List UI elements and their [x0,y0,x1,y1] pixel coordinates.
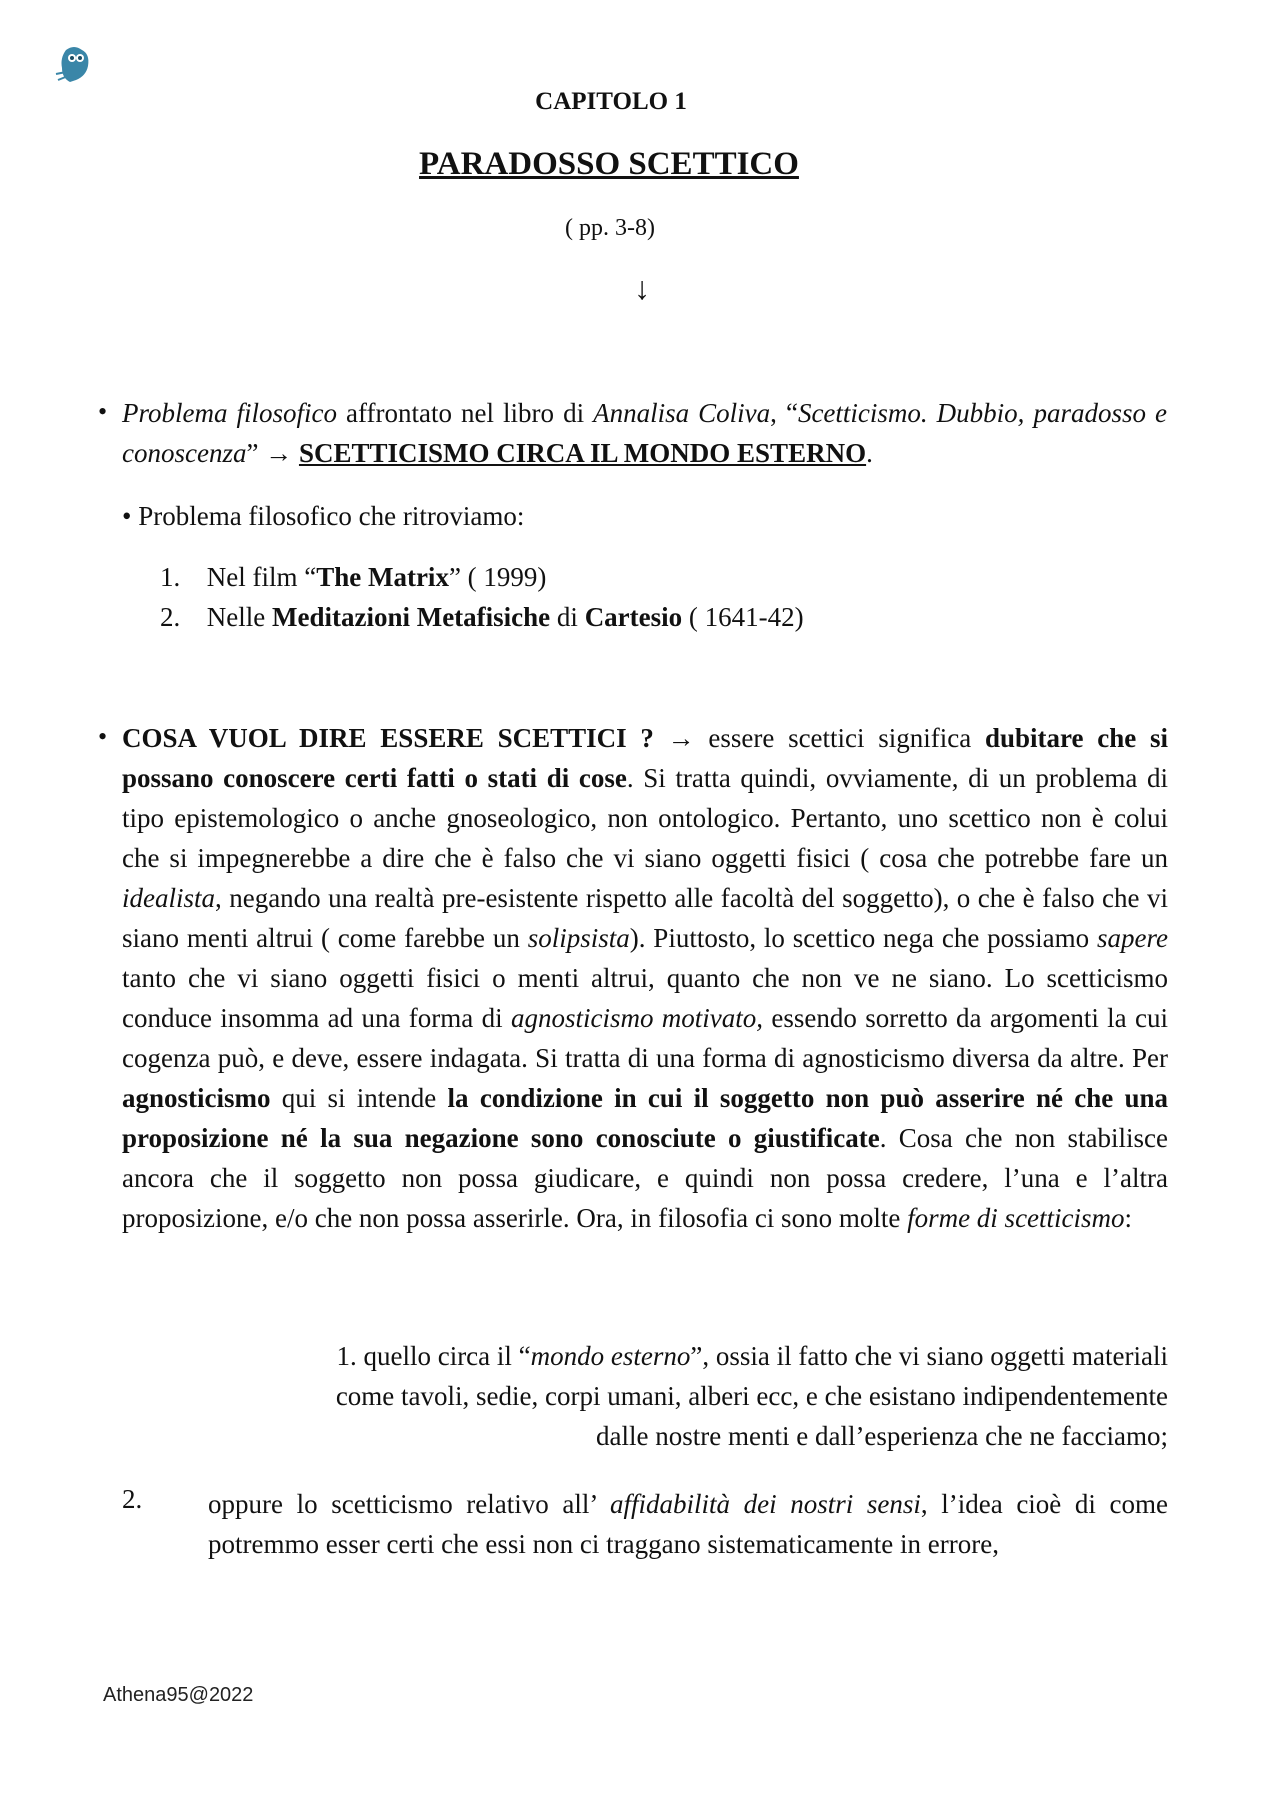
owl-icon [52,44,94,84]
bullet-icon: • [122,501,132,531]
sub-bullet-line: • Problema filosofico che ritroviamo: [122,501,525,531]
bullet-icon: • [98,397,108,426]
paragraph-scepticism: COSA VUOL DIRE ESSERE SCETTICI ? → essere scettici significa dubitare che si possano conoscere certi fatti o stati di cose. Si tratta quindi, ovviamente, di un problema di tipo epistemologico o anche gnoseologico, non ontologico. Pertanto, uno scettico non è colui che si impegnerebbe a dire che è falso che vi siano oggetti fisici ( cosa che potrebbe fare un idealista, negando una realtà pre-esistente rispetto alle facoltà del soggetto), o che è falso che vi siano menti altrui ( come farebbe un solipsista). Piuttosto, lo scettico nega che possiamo sapere tanto che vi siano oggetti fisici o menti altrui, quanto che non ve ne siano. Lo scetticismo conduce insomma ad una forma di agnosticismo motivato, essendo sorretto da argomenti la cui cogenza può, e deve, essere indagata. Si tratta di una forma di agnosticismo diversa da altre. Per agnosticismo qui si intende la condizione in cui il soggetto non può asserire né che una proposizione né la sua negazione sono conosciute o giustificate. Cosa che non stabilisce ancora che il soggetto non possa giudicare, e quindi non possa credere, l’una e l’altra proposizione, e/o che non possa asserirle. Ora, in filosofia ci sono molte forme di scetticismo: [122,723,1169,1233]
chapter-heading: CAPITOLO 1 [535,88,687,115]
footer-signature: Athena95@2022 [103,1684,254,1706]
page-title: PARADOSSO SCETTICO [419,146,799,182]
down-arrow-icon: ↓ [634,270,650,306]
paragraph-intro: Problema filosofico affrontato nel libro di Annalisa Coliva, “Scetticismo. Dubbio, paradosso e conoscenza” → SCETTICISMO CIRCA IL MONDO ESTERNO. [122,398,1168,468]
list-item: 1. Nel film “The Matrix” ( 1999) [160,562,547,592]
list-item: oppure lo scetticismo relativo all’ affidabilità dei nostri sensi, l’idea cioè di come potremmo esser certi che essi non ci traggano sistematicamente in errore, [208,1489,1169,1559]
list-item: 1. quello circa il “mondo esterno”, ossia il fatto che vi siano oggetti materiali come tavoli, sedie, corpi umani, alberi ecc, e che esistano indipendentemente dalle nostre menti e dall’esperienza che ne facciamo; [335,1341,1168,1451]
bullet-icon: • [98,722,108,751]
page-range: ( pp. 3-8) [565,215,655,241]
list-item: 2. Nelle Meditazioni Metafisiche di Cartesio ( 1641-42) [160,602,804,632]
list-number: 2. [122,1484,143,1514]
